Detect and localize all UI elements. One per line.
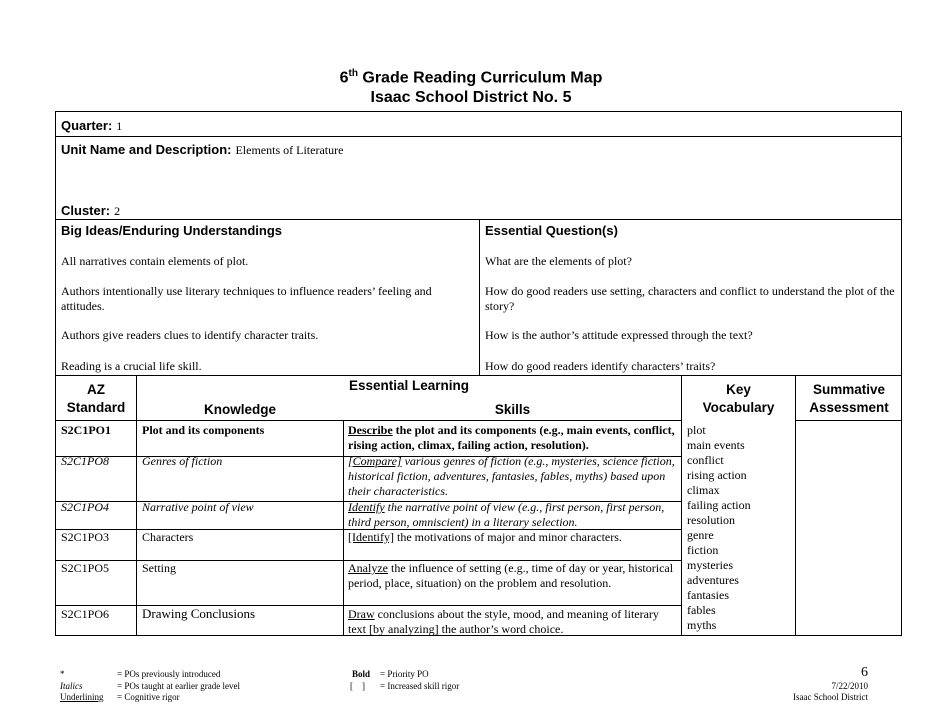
legend-description: = Increased skill rigor: [380, 681, 460, 691]
vocab-item: myths: [687, 618, 717, 632]
row-standard: S2C1PO6: [61, 607, 110, 621]
row-knowledge: Drawing Conclusions: [142, 606, 256, 621]
row-skill: [Identify] the motivations of major and minor characters.: [348, 530, 622, 544]
row-skill: [Compare] various genres of fiction (e.g., mysteries, science fiction, historical fiction, adventures, fantasies, fables, myths) based upon their characteristics.: [348, 454, 675, 498]
big-idea-item: Authors give readers clues to identify character traits.: [61, 328, 319, 342]
big-idea-item: Reading is a crucial life skill.: [61, 359, 202, 373]
row-knowledge: Narrative point of view: [142, 500, 254, 514]
big-ideas-heading: Big Ideas/Enduring Understandings: [61, 223, 283, 238]
vocab-item: rising action: [687, 468, 747, 482]
quarter-row: [55, 111, 902, 137]
row-knowledge: Plot and its components: [142, 423, 265, 437]
footer-org: Isaac School District: [793, 692, 868, 702]
unit-value: Elements of Literature: [235, 143, 344, 157]
row-knowledge: Setting: [142, 561, 177, 575]
knowledge-header: Knowledge: [203, 402, 276, 417]
vocab-item: mysteries: [687, 558, 733, 572]
legend-symbol: Bold: [352, 669, 371, 679]
row-standard: S2C1PO8: [61, 454, 109, 468]
questions-heading: Essential Question(s): [485, 223, 618, 238]
legend-description: = Priority PO: [380, 669, 429, 679]
essential-learning-table: [55, 375, 902, 636]
cluster-value: 2: [114, 204, 121, 218]
row-standard: S2C1PO5: [61, 561, 110, 575]
cluster-label: Cluster:: [61, 203, 111, 218]
row-standard: S2C1PO4: [61, 500, 109, 514]
skills-header: Skills: [494, 402, 531, 417]
essential-learning-header: Essential Learning: [348, 378, 470, 393]
page-number: 6: [861, 665, 868, 680]
vocab-item: genre: [687, 528, 714, 542]
question-item: How do good readers identify characters’ traits?: [485, 359, 716, 373]
vocab-item: climax: [687, 483, 720, 497]
quarter-value: 1: [116, 119, 123, 133]
row-knowledge: Characters: [142, 530, 194, 544]
legend-description: = POs previously introduced: [117, 669, 221, 679]
question-item: How is the author’s attitude expressed through the text?: [485, 328, 753, 342]
vocab-item: failing action: [687, 498, 751, 512]
row-standard: S2C1PO3: [61, 530, 110, 544]
vocab-item: adventures: [687, 573, 739, 587]
big-ideas-section: [55, 219, 902, 376]
vocab-item: resolution: [687, 513, 735, 527]
vocab-item: fables: [687, 603, 716, 617]
district-name: Isaac School District No. 5: [370, 89, 572, 106]
page-title: 6th Grade Reading Curriculum Map: [339, 68, 603, 87]
footer-date: 7/22/2010: [831, 681, 868, 691]
row-skill: Describe the plot and its components (e.g., main events, conflict, rising action, climax, failing action, resolution).: [348, 423, 675, 452]
vocabulary-list: [687, 423, 793, 633]
vocab-item: conflict: [687, 453, 724, 467]
row-skill: Identify the narrative point of view (e.g., first person, first person, third person, omniscient) in a literary selection.: [348, 500, 665, 529]
legend-description: = Cognitive rigor: [117, 692, 180, 702]
quarter-label: Quarter:: [61, 118, 113, 133]
legend-symbol: Italics: [60, 681, 83, 691]
vocab-item: plot: [687, 423, 706, 437]
key-vocabulary-header: Key Vocabulary: [702, 382, 775, 415]
row-skill: Analyze the influence of setting (e.g., time of day or year, historical period, place, situation) on the problem and resolution.: [348, 561, 674, 590]
unit-cluster-section: [55, 136, 902, 220]
row-standard: S2C1PO1: [61, 423, 112, 437]
summative-assessment-header: Summative Assessment: [809, 382, 889, 415]
legend-symbol: [ ]: [350, 681, 365, 691]
vocab-item: fiction: [687, 543, 719, 557]
row-skill: Draw conclusions about the style, mood, and meaning of literary text [by analyzing] the author’s word choice.: [348, 607, 659, 636]
legend-description: = POs taught at earlier grade level: [117, 681, 241, 691]
legend-symbol: *: [60, 669, 65, 679]
unit-label: Unit Name and Description:: [61, 142, 232, 157]
row-knowledge: Genres of fiction: [142, 454, 223, 468]
big-idea-item: All narratives contain elements of plot.: [61, 254, 249, 268]
vocab-item: fantasies: [687, 588, 729, 602]
vocab-item: main events: [687, 438, 745, 452]
question-item: How do good readers use setting, characters and conflict to understand the plot of the story?: [485, 284, 895, 313]
legend-symbol: Underlining: [60, 692, 104, 702]
question-item: What are the elements of plot?: [485, 254, 632, 268]
big-idea-item: Authors intentionally use literary techniques to influence readers’ feeling and attitudes.: [61, 284, 432, 313]
az-standard-header: AZ Standard: [66, 382, 126, 415]
